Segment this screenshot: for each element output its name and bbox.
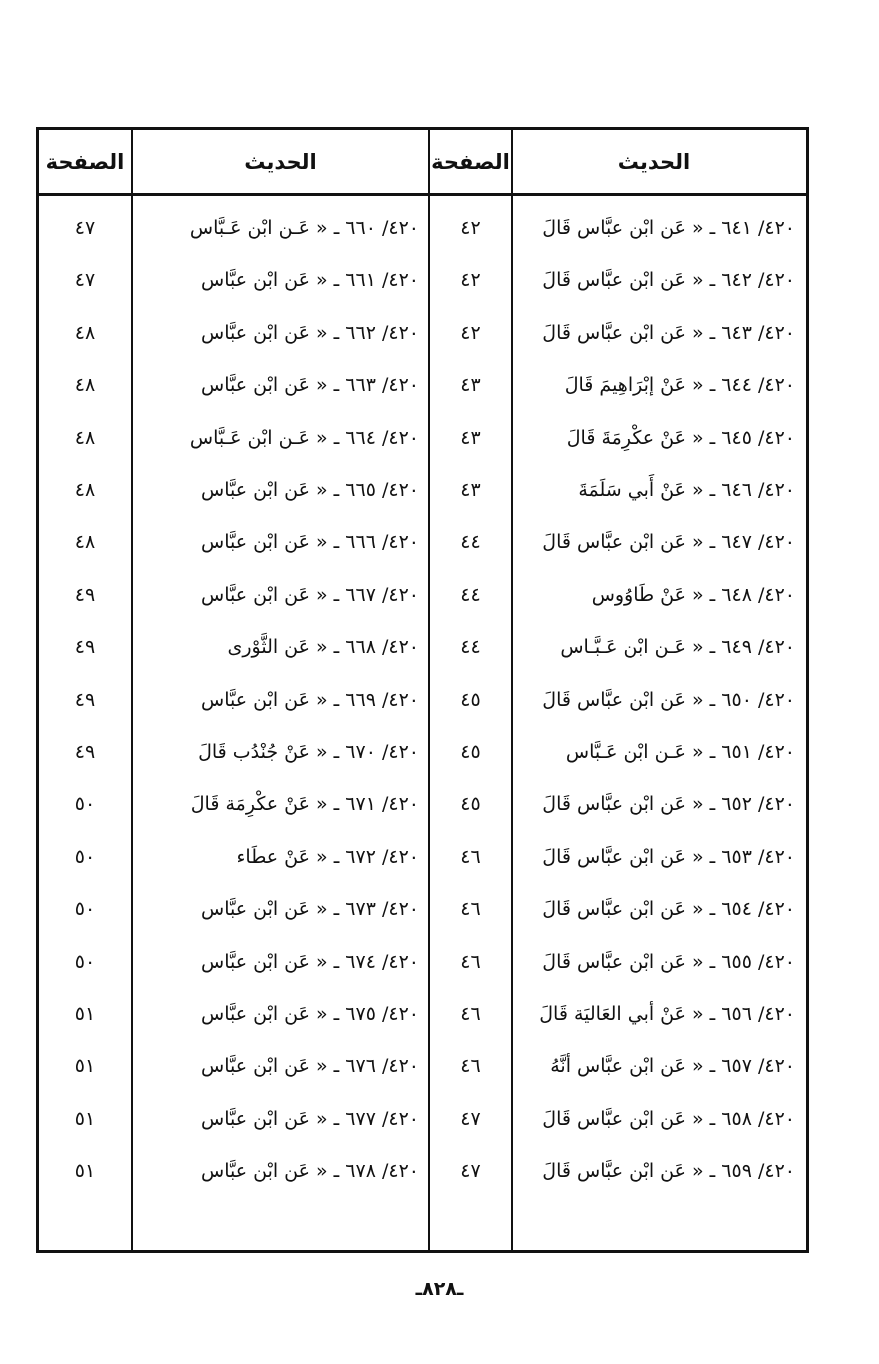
page-ref: ٥٠ [74,950,96,973]
page-ref: ٤٨ [74,321,96,344]
table-row [39,464,806,516]
page-ref: ٥٠ [74,793,96,816]
page-ref: ٥٠ [74,845,96,868]
table-row [39,988,806,1040]
hadith-entry: ٤٢٠/ ٦٧٦ ـ « عَن ابْن عبَّاس [201,1055,419,1078]
hadith-entry: ٤٢٠/ ٦٦٠ ـ « عَـن ابْن عَـبَّاس [189,217,419,239]
page-ref: ٤٢ [460,217,481,239]
page-ref: ٤٥ [460,741,481,763]
table-row [39,621,806,673]
page-ref: ٤٨ [74,426,96,449]
page-ref: ٥١ [74,1160,96,1183]
table-row [39,1093,806,1145]
hadith-entry: ٤٢٠/ ٦٥٧ ـ « عَن ابْن عبَّاس أنَّهُ [550,1055,795,1078]
hadith-entry: ٤٢٠/ ٦٦٢ ـ « عَن ابْن عبَّاس [201,321,419,344]
page-ref: ٤٩ [74,688,96,711]
table-row [39,359,806,411]
page-ref: ٥١ [74,1107,96,1130]
page-ref: ٤٧ [74,217,96,239]
hadith-entry: ٤٢٠/ ٦٥٢ ـ « عَن ابْن عبَّاس قَالَ [542,793,795,816]
header-hadith-right: الحديث [617,149,691,174]
hadith-entry: ٤٢٠/ ٦٤٢ ـ « عَن ابْن عبَّاس قَالَ [542,269,795,292]
hadith-entry: ٤٢٠/ ٦٧٨ ـ « عَن ابْن عبَّاس [201,1160,419,1183]
page-ref: ٤٩ [74,636,96,659]
hadith-entry: ٤٢٠/ ٦٤٣ ـ « عَن ابْن عبَّاس قَالَ [542,321,795,344]
hadith-entry: ٤٢٠/ ٦٥٣ ـ « عَن ابْن عبَّاس قَالَ [542,845,795,868]
hadith-entry: ٤٢٠/ ٦٤٧ ـ « عَن ابْن عبَّاس قَالَ [542,531,795,554]
hadith-entry: ٤٢٠/ ٦٧٠ ـ « عَنْ جُنْدُب قَالَ [198,741,419,763]
page-ref: ٤٣ [460,479,481,501]
page-ref: ٤٨ [74,479,96,501]
hadith-entry: ٤٢٠/ ٦٤٦ ـ « عَنْ أَبي سَلَمَةَ [578,479,795,501]
hadith-entry: ٤٢٠/ ٦٥٨ ـ « عَن ابْن عبَّاس قَالَ [542,1107,795,1130]
hadith-entry: ٤٢٠/ ٦٤٤ ـ « عَنْ إبْرَاهِيمَ قَالَ [564,374,795,397]
hadith-entry: ٤٢٠/ ٦٥١ ـ « عَـن ابْن عَـبَّاس [565,741,795,763]
hadith-entry: ٤٢٠/ ٦٥٥ ـ « عَن ابْن عبَّاس قَالَ [542,950,795,973]
header-page-right: الصفحة [431,149,510,174]
page-ref: ٤٨ [74,531,96,554]
hadith-entry: ٤٢٠/ ٦٤٥ ـ « عَنْ عكْرِمَةَ قَالَ [566,426,795,449]
table-row [39,569,806,621]
table-row [39,516,806,568]
page-ref: ٤٦ [460,898,481,921]
hadith-entry: ٤٢٠/ ٦٦٨ ـ « عَن الثَّوْرى [227,636,419,659]
hadith-entry: ٤٢٠/ ٦٧٧ ـ « عَن ابْن عبَّاس [201,1107,419,1130]
page-ref: ٥١ [74,1055,96,1078]
index-table [36,127,809,1253]
table-row [39,307,806,359]
table-row [39,831,806,883]
table-row [39,726,806,778]
hadith-entry: ٤٢٠/ ٦٥٠ ـ « عَن ابْن عبَّاس قَالَ [542,688,795,711]
table-header-row [39,130,806,196]
hadith-entry: ٤٢٠/ ٦٥٩ ـ « عَن ابْن عبَّاس قَالَ [542,1160,795,1183]
hadith-entry: ٤٢٠/ ٦٤٩ ـ « عَـن ابْن عَـبَّـاس [560,636,795,659]
table-row [39,883,806,935]
hadith-entry: ٤٢٠/ ٦٤١ ـ « عَن ابْن عبَّاس قَالَ [542,217,795,239]
hadith-entry: ٤٢٠/ ٦٦٩ ـ « عَن ابْن عبَّاس [201,688,419,711]
hadith-entry: ٤٢٠/ ٦٦١ ـ « عَن ابْن عبَّاس [201,269,419,292]
hadith-entry: ٤٢٠/ ٦٦٥ ـ « عَن ابْن عبَّاس [201,479,419,501]
page-ref: ٤٢ [460,321,481,344]
page-ref: ٤٣ [460,374,481,397]
hadith-entry: ٤٢٠/ ٦٦٧ ـ « عَن ابْن عبَّاس [201,583,419,606]
page-number: ـ٨٢٨ـ [415,1278,464,1300]
table-row [39,778,806,830]
hadith-entry: ٤٢٠/ ٦٧٤ ـ « عَن ابْن عبَّاس [201,950,419,973]
hadith-entry: ٤٢٠/ ٦٥٦ ـ « عَنْ أبي العَاليَة قَالَ [539,1003,795,1025]
page-ref: ٤٦ [460,845,481,868]
hadith-entry: ٤٢٠/ ٦٧٢ ـ « عَنْ عطَاء [236,845,419,868]
page-ref: ٤٤ [460,636,481,659]
page-ref: ٤٧ [460,1107,481,1130]
page-ref: ٤٩ [74,583,96,606]
table-row [39,674,806,726]
table-row [39,412,806,464]
table-row [39,202,806,254]
page-ref: ٤٧ [74,269,96,292]
page-ref: ٤٧ [460,1160,481,1183]
hadith-entry: ٤٢٠/ ٦٤٨ ـ « عَنْ طَاوُوس [591,583,795,606]
page-ref: ٤٨ [74,374,96,397]
page-ref: ٥٠ [74,898,96,921]
page-ref: ٤٦ [460,950,481,973]
hadith-entry: ٤٢٠/ ٦٦٣ ـ « عَن ابْن عبَّاس [201,374,419,397]
hadith-entry: ٤٢٠/ ٦٥٤ ـ « عَن ابْن عبَّاس قَالَ [542,898,795,921]
table-row [39,1040,806,1092]
page-ref: ٤٣ [460,426,481,449]
page-ref: ٤٥ [460,688,481,711]
page-ref: ٤٥ [460,793,481,816]
page-ref: ٥١ [74,1003,96,1025]
page-ref: ٤٤ [460,583,481,606]
page-ref: ٤٦ [460,1003,481,1025]
hadith-entry: ٤٢٠/ ٦٦٦ ـ « عَن ابْن عبَّاس [201,531,419,554]
table-row [39,1145,806,1197]
page-ref: ٤٩ [74,741,96,763]
hadith-entry: ٤٢٠/ ٦٧٣ ـ « عَن ابْن عبَّاس [201,898,419,921]
page-ref: ٤٢ [460,269,481,292]
page-ref: ٤٦ [460,1055,481,1078]
header-page-left: الصفحة [45,149,125,174]
hadith-entry: ٤٢٠/ ٦٧٥ ـ « عَن ابْن عبَّاس [201,1003,419,1025]
hadith-entry: ٤٢٠/ ٦٦٤ ـ « عَـن ابْن عَـبَّاس [189,426,419,449]
hadith-entry: ٤٢٠/ ٦٧١ ـ « عَنْ عكْرِمَة قَالَ [190,793,419,816]
page-ref: ٤٤ [460,531,481,554]
header-hadith-left: الحديث [244,149,317,174]
table-row [39,254,806,306]
table-row [39,936,806,988]
